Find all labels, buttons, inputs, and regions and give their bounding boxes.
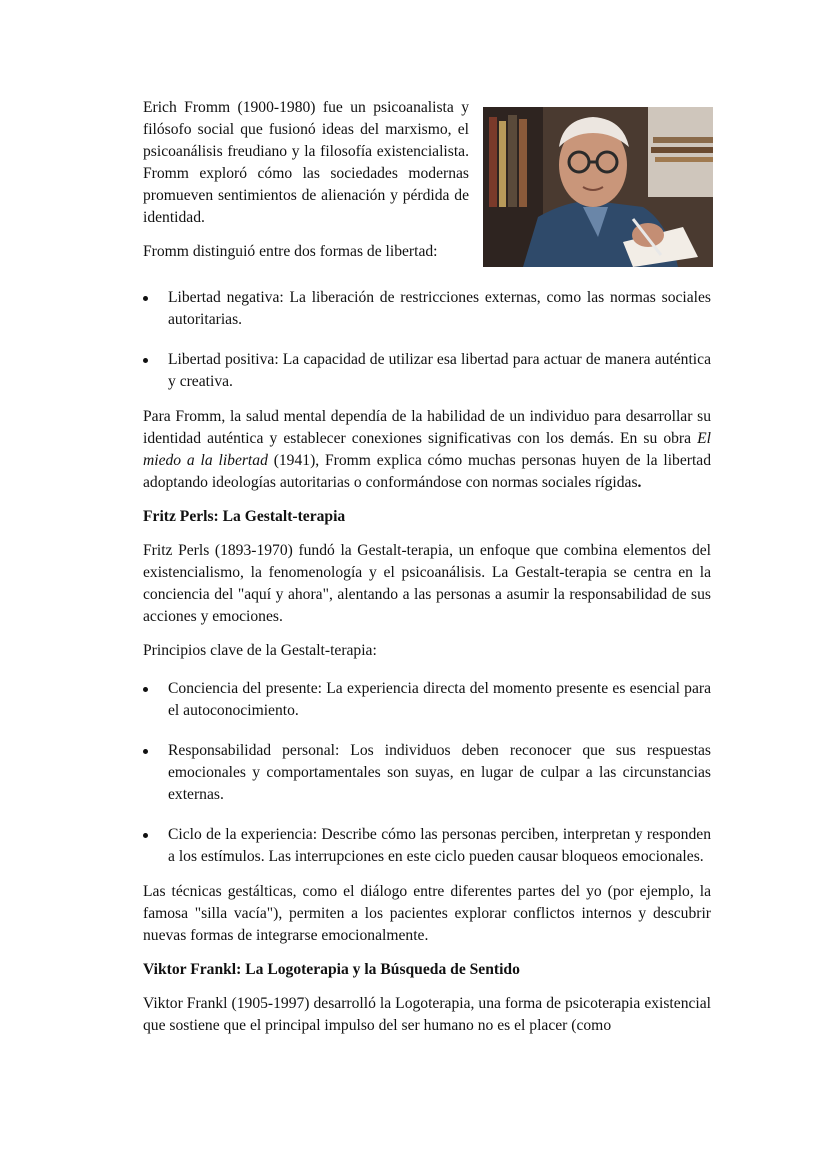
page-content bbox=[143, 97, 711, 1037]
bullet-icon bbox=[143, 296, 148, 301]
book-title: El miedo a la libertad bbox=[143, 430, 711, 469]
frankl-intro-paragraph: Viktor Frankl (1905-1997) desarrolló la Logoterapia, una forma de psicoterapia existencial que sostiene que el principal impulso del ser humano no es el placer (como bbox=[143, 995, 711, 1034]
list-item: Responsabilidad personal: Los individuos deben reconocer que sus respuestas emocionales y comportamentales son suyas, en lugar de culpar a las circunstancias externas. bbox=[143, 740, 711, 806]
list-item: Conciencia del presente: La experiencia directa del momento presente es esencial para el autoconocimiento. bbox=[143, 678, 711, 722]
fromm-intro-paragraph: Erich Fromm (1900-1980) fue un psicoanalista y filósofo social que fusionó ideas del marxismo, el psicoanálisis freudiano y la filosofía existencialista. Fromm exploró cómo las sociedades modernas promueven sentimientos de alienación y pérdida de identidad. bbox=[143, 99, 469, 226]
bullet-icon bbox=[143, 833, 148, 838]
list-item: Libertad positiva: La capacidad de utilizar esa libertad para actuar de manera auténtica y creativa. bbox=[143, 349, 711, 393]
perls-heading: Fritz Perls: La Gestalt-terapia bbox=[143, 508, 346, 525]
fromm-closing-paragraph: Para Fromm, la salud mental dependía de la habilidad de un individuo para desarrollar su identidad auténtica y establecer conexiones significativas con los demás. En su obra El miedo a la libertad (1941), Fromm explica cómo muchas personas huyen de la libertad adoptando ideologías autoritarias o conformándose con normas sociales rígidas. bbox=[143, 408, 712, 491]
erich-fromm-photo bbox=[483, 107, 713, 267]
bullet-icon bbox=[143, 358, 148, 363]
fromm-intro-block bbox=[143, 97, 711, 271]
perls-closing-paragraph: Las técnicas gestálticas, como el diálogo entre diferentes partes del yo (por ejemplo, la famosa "silla vacía"), permiten a los pacientes explorar conflictos internos y descubrir nuevas formas de integrarse emocionalmente. bbox=[143, 883, 711, 944]
bullet-icon bbox=[143, 749, 148, 754]
frankl-heading: Viktor Frankl: La Logoterapia y la Búsqueda de Sentido bbox=[143, 961, 520, 978]
bullet-icon bbox=[143, 687, 148, 692]
list-item: Libertad negativa: La liberación de restricciones externas, como las normas sociales autoritarias. bbox=[143, 287, 711, 331]
fromm-freedom-intro: Fromm distinguió entre dos formas de libertad: bbox=[143, 243, 438, 260]
perls-intro-paragraph: Fritz Perls (1893-1970) fundó la Gestalt-terapia, un enfoque que combina elementos del existencialismo, la fenomenología y el psicoanálisis. La Gestalt-terapia se centra en la conciencia del "aquí y ahora", alentando a las personas a asumir la responsabilidad de sus acciones y emociones. bbox=[143, 542, 711, 625]
perls-principles-intro: Principios clave de la Gestalt-terapia: bbox=[143, 642, 377, 659]
fromm-freedom-list bbox=[143, 287, 711, 393]
perls-principles-list bbox=[143, 678, 711, 868]
list-item: Ciclo de la experiencia: Describe cómo las personas perciben, interpretan y responden a los estímulos. Las interrupciones en este ciclo pueden causar bloqueos emocionales. bbox=[143, 824, 711, 868]
